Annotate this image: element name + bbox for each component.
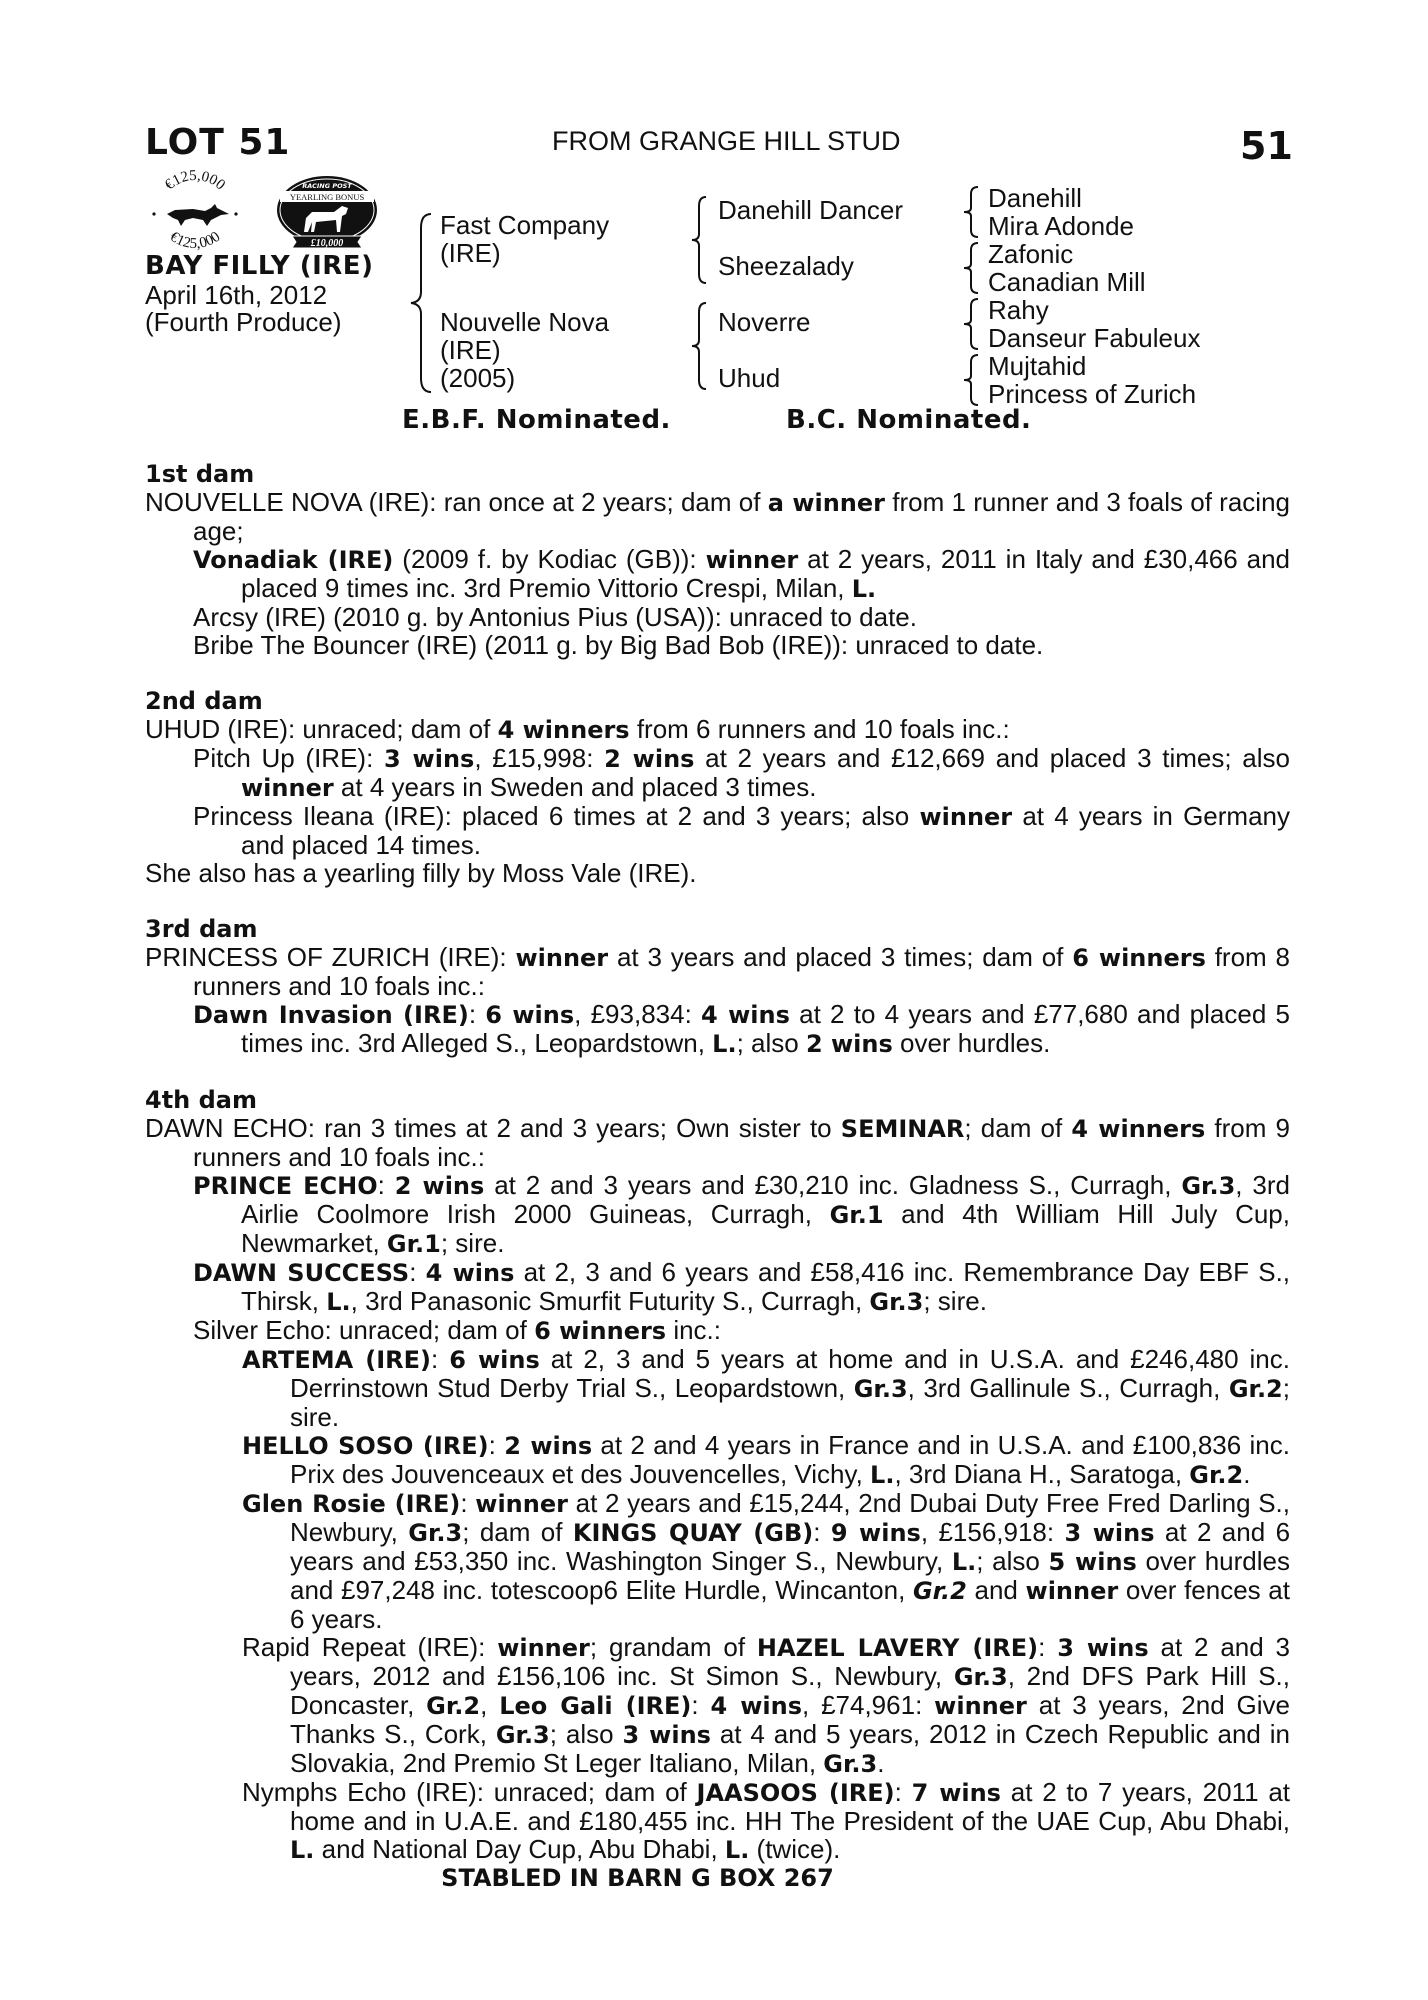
text-run: : xyxy=(488,1430,505,1460)
horse-name: BAY FILLY (IRE) xyxy=(145,251,374,281)
pedigree-entry xyxy=(145,943,1290,1000)
bold-text: HAZEL LAVERY (IRE) xyxy=(756,1634,1039,1662)
pedigree-g3-item: Danseur Fabuleux xyxy=(988,323,1201,353)
stabling-location: STABLED IN BARN G BOX 267 xyxy=(441,1864,834,1892)
text-run: at 2 to 4 years and £77,680 and placed 5 times inc. 3rd Alleged S., Leopardstown, xyxy=(241,999,1290,1058)
text-run: NOUVELLE NOVA (IRE): ran once at 2 years; dam of xyxy=(145,487,768,517)
vendor-name: FROM GRANGE HILL STUD xyxy=(552,126,901,156)
bold-text: Gr.1 xyxy=(829,1201,884,1229)
bold-text: Vonadiak (IRE) xyxy=(193,546,394,574)
fox-icon xyxy=(167,204,229,226)
text-run: at 4 and 5 years, 2012 in Czech Republic and in Slovakia, 2nd Premio St Leger Italiano, Milan, xyxy=(290,1719,1290,1778)
lot-title: LOT 51 xyxy=(145,122,291,163)
bold-text: Dawn Invasion (IRE) xyxy=(193,1001,469,1029)
catalogue-notes xyxy=(145,460,1290,1892)
horse-produce: (Fourth Produce) xyxy=(145,307,342,337)
pedigree-entry xyxy=(145,1171,1290,1258)
bonus-band-text: YEARLING BONUS xyxy=(289,192,365,202)
text-run: (2009 f. by Kodiac (GB)): xyxy=(393,544,706,574)
text-run: She also has a yearling filly by Moss Vale (IRE). xyxy=(145,858,697,888)
text-run: : xyxy=(431,1344,450,1374)
pedigree-brace-g3-2 xyxy=(960,240,982,296)
bold-text: Glen Rosie (IRE) xyxy=(242,1490,461,1518)
pedigree-entry xyxy=(145,603,1290,631)
text-run: ; dam of xyxy=(462,1517,573,1547)
text-run: at 2 years and £15,244, 2nd Dubai Duty Free Fred Darling S., Newbury, xyxy=(290,1488,1291,1547)
bonus-amount-text: £10,000 xyxy=(310,238,344,249)
text-run: at 2, 3 and 6 years and £58,416 inc. Remembrance Day EBF S., Thirsk, xyxy=(241,1257,1291,1316)
pedigree-g3-item: Mujtahid xyxy=(988,351,1087,381)
text-run: Silver Echo: unraced; dam of xyxy=(193,1315,535,1345)
pedigree-g3 xyxy=(988,184,1200,408)
bold-text: Gr.3 xyxy=(408,1519,463,1547)
bold-text: Gr.2 xyxy=(912,1577,967,1605)
text-run: : xyxy=(813,1517,831,1547)
text-run: ; sire. xyxy=(290,1373,1290,1432)
bold-text: 4 wins xyxy=(710,1692,802,1720)
text-run: from 8 runners and 10 foals inc.: xyxy=(193,942,1290,1001)
pedigree-brace-dam xyxy=(688,300,710,392)
svg-text:€125,000 xyxy=(162,168,228,193)
bold-text: winner xyxy=(515,944,609,972)
text-run: over hurdles. xyxy=(892,1028,1051,1058)
stamp-text-top: €125,000 xyxy=(161,168,229,194)
pedigree-g3-item: Princess of Zurich xyxy=(988,379,1197,409)
bold-text: Gr.3 xyxy=(495,1721,550,1749)
section-heading: 4th dam xyxy=(145,1086,257,1114)
text-run: PRINCESS OF ZURICH (IRE): xyxy=(145,942,516,972)
text-run: ; also xyxy=(736,1028,806,1058)
pedigree-g3-item: Canadian Mill xyxy=(988,267,1146,297)
text-run: : xyxy=(460,1488,476,1518)
text-run: at 4 years in Sweden and placed 3 times. xyxy=(333,772,817,802)
ebf-nominated: E.B.F. Nominated. xyxy=(402,405,671,435)
pedigree-entry xyxy=(145,1431,1290,1489)
bold-text: 2 wins xyxy=(394,1172,485,1200)
bold-text: L. xyxy=(712,1030,737,1058)
pedigree-sire-dam: Sheezalady xyxy=(718,251,854,281)
pedigree-brace-g3-1 xyxy=(960,184,982,240)
bold-text: L. xyxy=(870,1461,895,1489)
bonus-top-text: RACING POST xyxy=(302,182,352,190)
bold-text: L. xyxy=(290,1836,315,1864)
pedigree-dam-sire: Noverre xyxy=(718,307,811,337)
bold-text: HELLO SOSO (IRE) xyxy=(242,1432,489,1460)
bold-text: Gr.2 xyxy=(1228,1375,1283,1403)
text-run: , 3rd Panasonic Smurfit Futurity S., Curragh, xyxy=(350,1286,870,1316)
horse-dob: April 16th, 2012 xyxy=(145,280,328,310)
bold-text: 6 wins xyxy=(485,1001,575,1029)
text-run: over hurdles and £97,248 inc. totescoop6 Elite Hurdle, Wincanton, xyxy=(290,1546,1290,1605)
bold-text: 4 wins xyxy=(701,1001,790,1029)
bold-text: PRINCE ECHO xyxy=(193,1172,378,1200)
pedigree-brace-g3-4 xyxy=(960,352,982,408)
pedigree-sire-country: (IRE) xyxy=(440,238,501,268)
text-run: . xyxy=(877,1748,885,1778)
section-heading: 3rd dam xyxy=(145,915,258,943)
bold-text: 4 wins xyxy=(425,1259,515,1287)
text-run: from 9 runners and 10 foals inc.: xyxy=(193,1113,1290,1172)
bold-text: 2 wins xyxy=(504,1432,593,1460)
text-run: at 4 years in Germany and placed 14 times. xyxy=(241,801,1290,860)
pedigree-entry xyxy=(145,1778,1290,1864)
bold-text: 9 wins xyxy=(830,1519,921,1547)
text-run: : xyxy=(468,999,486,1029)
bold-text: 4 winners xyxy=(1071,1115,1206,1143)
bold-text: L. xyxy=(724,1836,750,1864)
text-run: from 1 runner and 3 foals of racing age; xyxy=(193,487,1291,546)
text-run: , £74,961: xyxy=(801,1690,935,1720)
bold-text: 3 wins xyxy=(384,745,475,773)
text-run: from 6 runners and 10 foals inc.: xyxy=(629,714,1010,744)
pedigree-entry xyxy=(145,631,1290,659)
bold-text: 7 wins xyxy=(911,1779,1001,1807)
bold-text: Gr.2 xyxy=(1189,1461,1244,1489)
pedigree-entry xyxy=(145,1633,1290,1778)
price-stamp-icon xyxy=(145,168,245,258)
text-run: at 2 years, 2011 in Italy and £30,466 and placed 9 times inc. 3rd Premio Vittorio Crespi, Milan, xyxy=(241,544,1291,603)
text-run: ; grandam of xyxy=(589,1632,757,1662)
yearling-bonus-badge xyxy=(272,174,382,252)
bc-nominated: B.C. Nominated. xyxy=(786,405,1032,435)
text-run: over fences at 6 years. xyxy=(290,1575,1290,1634)
text-run: and xyxy=(966,1575,1026,1605)
pedigree-g3-item: Danehill xyxy=(988,183,1082,213)
pedigree-entry xyxy=(145,802,1290,859)
bold-text: 2 wins xyxy=(805,1030,893,1058)
text-run: Princess Ileana (IRE): placed 6 times at 2 and 3 years; also xyxy=(193,801,920,831)
pedigree-entry xyxy=(145,1000,1290,1058)
text-run: at 2 and 6 years and £53,350 inc. Washington Singer S., Newbury, xyxy=(290,1517,1291,1576)
text-run: at 2 and 3 years, 2012 and £156,106 inc. St Simon S., Newbury, xyxy=(290,1632,1291,1691)
pedigree-sire-sire: Danehill Dancer xyxy=(718,195,903,225)
bold-text: Leo Gali (IRE) xyxy=(499,1692,692,1720)
text-run: , £93,834: xyxy=(574,999,702,1029)
text-run: : xyxy=(1038,1632,1058,1662)
svg-text:€125,000 xyxy=(167,229,224,252)
pedigree-sire xyxy=(440,211,609,267)
bold-text: 3 wins xyxy=(1057,1634,1149,1662)
text-run: : xyxy=(691,1690,711,1720)
pedigree-g3-item: Mira Adonde xyxy=(988,211,1134,241)
dam-section xyxy=(145,460,1290,659)
bold-text: ARTEMA (IRE) xyxy=(242,1346,432,1374)
pedigree-entry xyxy=(145,1345,1290,1431)
text-run: Pitch Up (IRE): xyxy=(193,743,385,773)
pedigree-entry xyxy=(145,1114,1290,1171)
pedigree-brace-g3-3 xyxy=(960,296,982,352)
bold-text: Gr.1 xyxy=(386,1230,441,1258)
bold-text: winner xyxy=(1025,1577,1119,1605)
pedigree-entry xyxy=(145,715,1290,744)
pedigree-entry xyxy=(145,545,1290,603)
bold-text: winner xyxy=(475,1490,568,1518)
bold-text: winner xyxy=(919,803,1013,831)
text-run: at 2, 3 and 5 years at home and in U.S.A. and £246,480 inc. Derrinstown Stud Derby Trial S., Leopardstown, xyxy=(290,1344,1290,1403)
bold-text: Gr.3 xyxy=(953,1663,1008,1691)
text-run: , £15,998: xyxy=(474,743,605,773)
bold-text: 3 wins xyxy=(1064,1519,1155,1547)
text-run: : xyxy=(894,1777,912,1807)
bold-text: 2 wins xyxy=(604,745,695,773)
text-run: at 2 and 4 years in France and in U.S.A. and £100,836 inc. Prix des Jouvenceaux et des Jouvencelles, Vichy, xyxy=(290,1430,1290,1489)
text-run: at 2 years and £12,669 and placed 3 times; also xyxy=(694,743,1290,773)
text-run: ; dam of xyxy=(964,1113,1072,1143)
text-run: at 3 years, 2nd Give Thanks S., Cork, xyxy=(290,1690,1291,1749)
pedigree-entry xyxy=(145,859,1290,887)
text-run: DAWN ECHO: ran 3 times at 2 and 3 years; Own sister to xyxy=(145,1113,841,1143)
text-run: ; also xyxy=(976,1546,1049,1576)
bold-text: Gr.2 xyxy=(426,1692,481,1720)
bold-text: winner xyxy=(705,546,799,574)
bold-text: winner xyxy=(241,774,334,802)
bold-text: Gr.3 xyxy=(1181,1172,1236,1200)
bold-text: 4 winners xyxy=(497,716,630,744)
text-run: , 3rd Airlie Coolmore Irish 2000 Guineas, Curragh, xyxy=(241,1170,1291,1229)
section-heading: 2nd dam xyxy=(145,687,263,715)
text-run: and National Day Cup, Abu Dhabi, xyxy=(314,1834,725,1864)
pedigree-entry xyxy=(145,1316,1290,1345)
pedigree-entry xyxy=(145,1489,1290,1633)
dam-section xyxy=(145,1086,1290,1864)
pedigree-dam-dam: Uhud xyxy=(718,363,781,393)
text-run: UHUD (IRE): unraced; dam of xyxy=(145,714,498,744)
text-run: . xyxy=(1243,1459,1251,1489)
text-run: , 3rd Diana H., Saratoga, xyxy=(894,1459,1190,1489)
text-run: Nymphs Echo (IRE): unraced; dam of xyxy=(242,1777,697,1807)
bold-text: L. xyxy=(851,575,877,603)
text-run: and 4th William Hill July Cup, Newmarket, xyxy=(241,1199,1290,1258)
bold-text: winner xyxy=(497,1634,590,1662)
pedigree-dam xyxy=(440,308,609,392)
bold-text: winner xyxy=(934,1692,1027,1720)
lot-number: 51 xyxy=(1240,124,1293,168)
stamp-text-bottom: €125,000 xyxy=(166,228,224,253)
text-run: at 3 years and placed 3 times; dam of xyxy=(608,942,1073,972)
text-run: : xyxy=(377,1170,395,1200)
pedigree-g3-item: Rahy xyxy=(988,295,1049,325)
bold-text: KINGS QUAY (GB) xyxy=(572,1519,814,1547)
text-run: , 3rd Gallinule S., Curragh, xyxy=(907,1373,1229,1403)
text-run: ; sire. xyxy=(440,1228,505,1258)
pedigree-entry xyxy=(145,1258,1290,1316)
text-run: at 2 and 3 years and £30,210 inc. Gladness S., Curragh, xyxy=(484,1170,1182,1200)
text-run: Bribe The Bouncer (IRE) (2011 g. by Big Bad Bob (IRE)): unraced to date. xyxy=(193,630,1044,660)
text-run: , 2nd DFS Park Hill S., Doncaster, xyxy=(290,1661,1291,1720)
bold-text: 5 wins xyxy=(1048,1548,1137,1576)
bold-text: Gr.3 xyxy=(823,1750,878,1778)
bold-text: 3 wins xyxy=(622,1721,711,1749)
dam-section xyxy=(145,915,1290,1058)
text-run: Arcsy (IRE) (2010 g. by Antonius Pius (USA)): unraced to date. xyxy=(193,602,917,632)
text-run: : xyxy=(409,1257,426,1287)
text-run: at 2 to 7 years, 2011 at home and in U.A.E. and £180,455 inc. HH The President of the UAE Cup, Abu Dhabi, xyxy=(290,1777,1290,1836)
text-run: , xyxy=(480,1690,500,1720)
section-heading: 1st dam xyxy=(145,460,255,488)
text-run: , £156,918: xyxy=(920,1517,1065,1547)
text-run: Rapid Repeat (IRE): xyxy=(242,1632,498,1662)
pedigree-g3-item: Zafonic xyxy=(988,239,1074,269)
pedigree-brace-main xyxy=(405,210,435,395)
bold-text: JAASOOS (IRE) xyxy=(696,1779,895,1807)
bold-text: 6 wins xyxy=(449,1346,540,1374)
bold-text: SEMINAR xyxy=(840,1115,965,1143)
pedigree-brace-sire xyxy=(688,194,710,286)
text-run: (twice). xyxy=(749,1834,841,1864)
bold-text: DAWN SUCCESS xyxy=(193,1259,410,1287)
pedigree-sire-name: Fast Company xyxy=(440,210,610,240)
bold-text: L. xyxy=(951,1548,977,1576)
bold-text: 6 winners xyxy=(534,1317,667,1345)
bold-text: 6 winners xyxy=(1072,944,1206,972)
bold-text: Gr.3 xyxy=(869,1288,924,1316)
pedigree-entry xyxy=(145,744,1290,802)
text-run: inc.: xyxy=(666,1315,722,1345)
bold-text: L. xyxy=(326,1288,351,1316)
dam-section xyxy=(145,687,1290,887)
pedigree-dam-country: (IRE) xyxy=(440,335,501,365)
pedigree-dam-year: (2005) xyxy=(440,363,516,393)
pedigree-entry xyxy=(145,488,1290,545)
pedigree-dam-name: Nouvelle Nova xyxy=(440,307,610,337)
bold-text: Gr.3 xyxy=(853,1375,908,1403)
text-run: ; also xyxy=(549,1719,623,1749)
text-run: ; sire. xyxy=(923,1286,987,1316)
bold-text: a winner xyxy=(767,489,886,517)
